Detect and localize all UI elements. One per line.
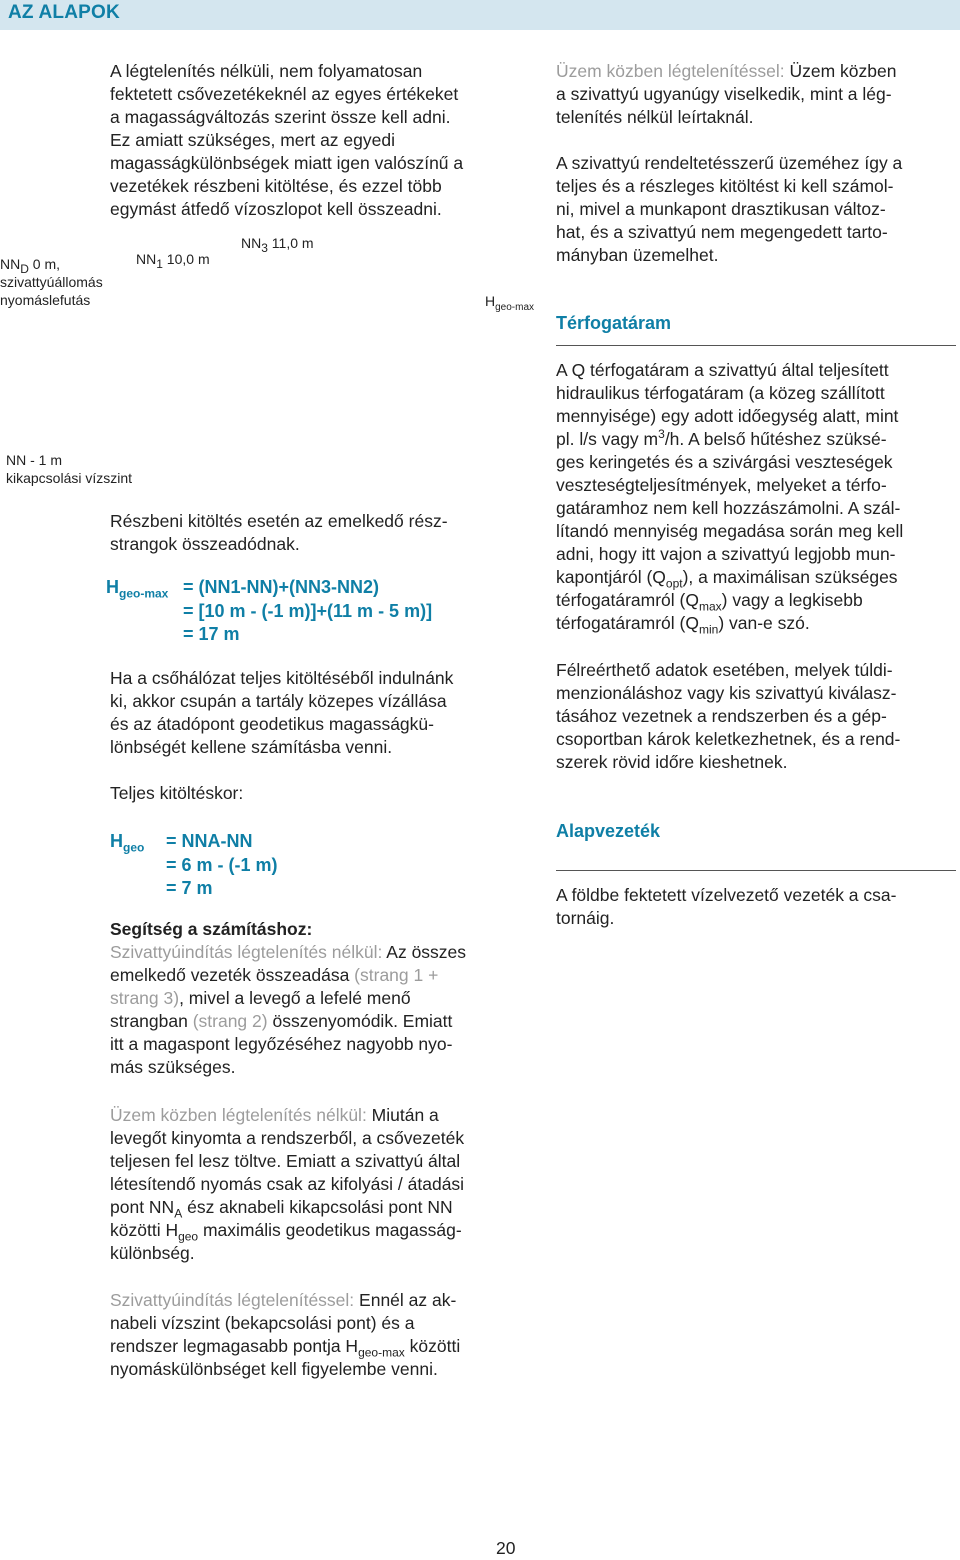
help-section: Segítség a számításhoz: Szivattyúindítás légtelenítés nélkül: Az összes emelkedő vezeték összeadása (strang 1 + strang 3), mivel a levegő a lefelé menő strangban (strang 2) összenyomódik. Emiatt itt a magaspont legyőzéséhez nagyobb nyo- más szükséges. bbox=[110, 918, 540, 1079]
full-filling-label: Teljes kitöltéskor: bbox=[110, 783, 244, 803]
nn1-label: $NN_1$ 10,0 m bbox=[136, 251, 210, 271]
intro-line: vezetékek részbeni kitöltése, és ezzel több bbox=[110, 176, 442, 196]
help-title: Segítség a számításhoz: bbox=[110, 919, 313, 939]
page-title: AZ ALAPOK bbox=[8, 2, 120, 23]
heading-base: Alapvezeték bbox=[556, 821, 661, 841]
intro-line: Ez amiatt szükséges, mert az egyedi bbox=[110, 130, 395, 150]
partial-filling-paragraph: Részbeni kitöltés esetén az emelkedő rész- strangok összeadódnak. bbox=[110, 511, 448, 554]
formula-hgeo-max-symbol: $H_{geo-max}$ bbox=[106, 577, 169, 601]
operation-no-vent-paragraph: Üzem közben légtelenítés nélkül: Miután a levegőt kinyomta a rendszerből, a csővezeték teljesen fel lesz töltve. Emiatt a szivattyú által létesítendő nyomás csak az kifolyási / átadási pont $NN_A$ ész aknabeli kikapcsolási pont NN közötti $H_{geo}$ maximális geodetikus magasság- különbség. bbox=[110, 1105, 465, 1263]
intro-line: fektetett csővezetékeknél az egyes értékeket bbox=[110, 84, 459, 104]
nnd-label: $NN_D$ 0 m, szivattyúállomás nyomáslefutás bbox=[0, 256, 103, 308]
intro-line: magasságkülönbségek miatt igen valószínű a bbox=[110, 153, 464, 173]
header-bar bbox=[0, 0, 960, 30]
start-vent-paragraph: Szivattyúindítás légtelenítéssel: Ennél az ak- nabeli vízszint (bekapcsolási pont) és a rendszer legmagasabb pontja $H_{geo-max}$ közötti nyomáskülönbséget kell figyelembe venni. bbox=[110, 1290, 461, 1379]
intro-line: A légtelenítés nélküli, nem folyamatosan bbox=[110, 61, 423, 81]
intro-paragraph bbox=[110, 60, 530, 221]
formula-hgeo-max: = (NN1-NN)+(NN3-NN2) = [10 m - (-1 m)]+(11 m - 5 m)] = 17 m bbox=[183, 577, 433, 644]
intro-line: a magasságváltozás szerint össze kell adni. bbox=[110, 107, 451, 127]
formula-hgeo-symbol: $H_{geo}$ bbox=[110, 831, 145, 855]
operation-paragraph: A szivattyú rendeltetésszerű üzeméhez így a teljes és a részleges kitöltést ki kell számol- ni, mivel a munkapont drasztikusan változ- hat, és a szivattyú nem megengedett tarto- mányban üzemelhet. bbox=[556, 153, 903, 265]
nn3-label: $NN_3$ 11,0 m bbox=[241, 235, 314, 255]
full-network-paragraph: Ha a csőhálózat teljes kitöltéséből indulnánk ki, akkor csupán a tartály közepes vízállása és az átadópont geodetikus magasságkü- lönbségét kellene számításba venni. bbox=[110, 668, 454, 757]
nn-minus-label: NN - 1 m kikapcsolási vízszint bbox=[6, 452, 133, 486]
page-number: 20 bbox=[496, 1538, 516, 1558]
divider bbox=[556, 870, 956, 871]
heading-flow: Térfogatáram bbox=[556, 313, 672, 333]
divider bbox=[556, 345, 956, 346]
misinterpret-paragraph: Félreérthető adatok esetében, melyek túldi- menzionáláshoz vagy kis szivattyú kiválasz- tásához vezetnek a rendszerben és a gép- csoportban károk keletkezhetnek, és a rend- szerek rövid időre kieshetnek. bbox=[556, 660, 901, 772]
intro-line: egymást átfedő vízoszlopot kell összeadni. bbox=[110, 199, 442, 219]
operation-vent-paragraph: Üzem közben légtelenítéssel: Üzem közben a szivattyú ugyanúgy viselkedik, mint a lég- telenítés nélkül leírtaknál. bbox=[556, 61, 897, 127]
formula-hgeo: = NNA-NN = 6 m - (-1 m) = 7 m bbox=[166, 831, 278, 898]
hgeo-max-label: $H_{geo-max}$ bbox=[485, 293, 535, 313]
flow-paragraph: A Q térfogatáram a szivattyú által teljesített hidraulikus térfogatáram (a közeg szállított mennyisége) egy adott időegység alatt, mint pl. l/s vagy $m^3/h$. A belső hűtéshez szüksé- ges keringetés és a szivárgási veszteségek veszteségteljesítmények, melyeket a térfo- gatáramhoz nem kell hozzászámolni. A szál- lítandó mennyiség megadása során meg kell adni, hogy itt vajon a szivattyú legjobb mun- kapontjáról $(Q_{opt})$, a maximálisan szükséges térfogatáramról $(Q_{max})$ vagy a legkisebb térfogatáramról $(Q_{min})$ van-e szó. bbox=[556, 360, 904, 637]
base-paragraph: A földbe fektetett vízelvezető vezeték a csa- tornáig. bbox=[556, 885, 897, 928]
